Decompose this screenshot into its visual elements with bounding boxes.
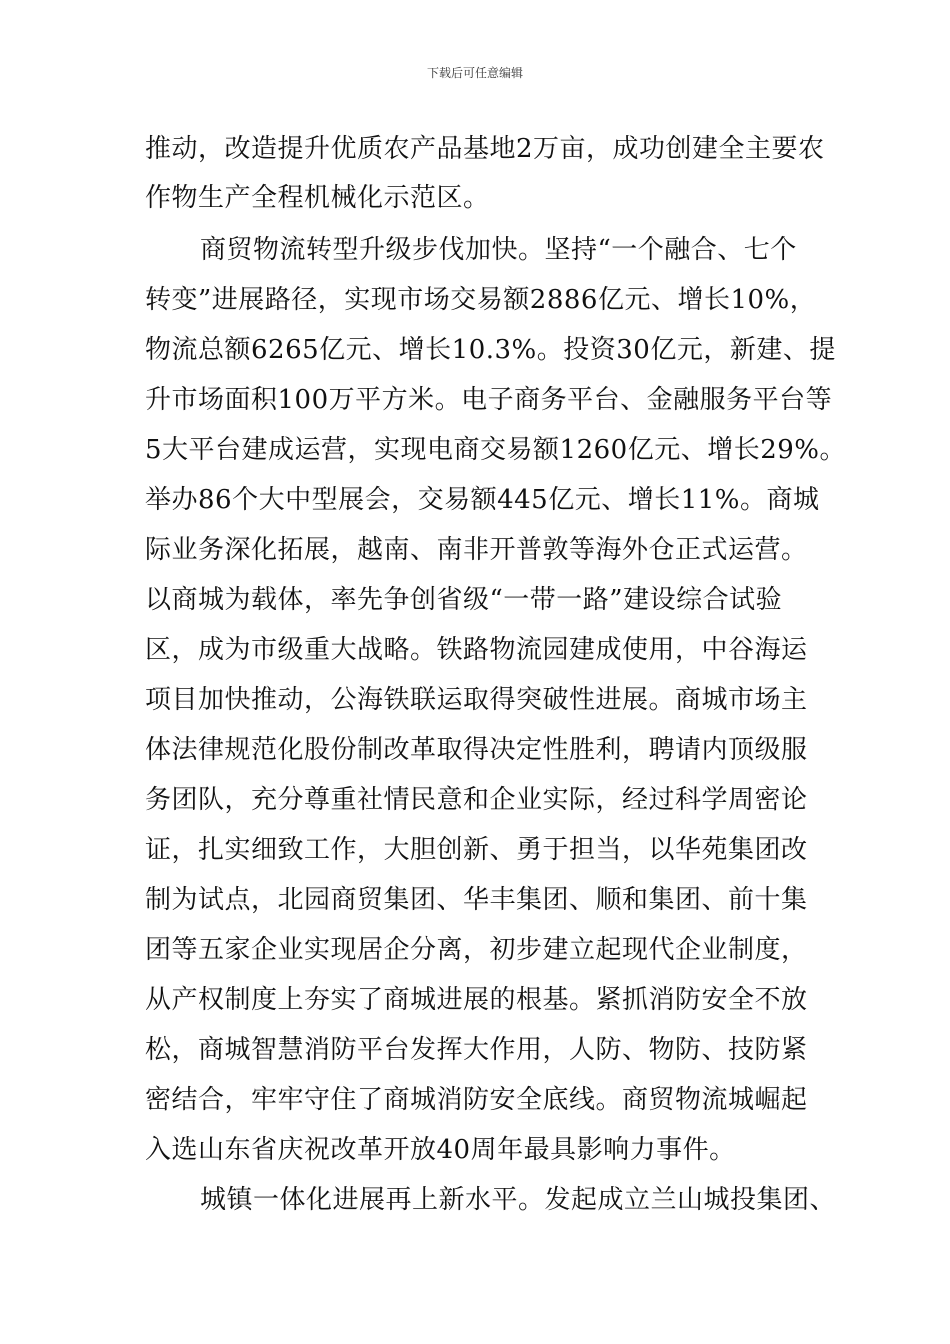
text-line: 5大平台建成运营，实现电商交易额1260亿元、增长29%。 <box>145 435 846 465</box>
text-line: 物流总额6265亿元、增长10.3%。投资30亿元，新建、提 <box>145 335 836 365</box>
text-line: 以商城为载体，率先争创省级“一带一路”建设综合试验 <box>145 585 783 615</box>
text-line: 举办86个大中型展会，交易额445亿元、增长11%。商城 <box>145 485 820 515</box>
paragraph-first-line: 城镇一体化进展再上新水平。发起成立兰山城投集团、 <box>200 1185 837 1215</box>
text-line: 作物生产全程机械化示范区。 <box>145 183 490 213</box>
text-line: 区，成为市级重大战略。铁路物流园建成使用，中谷海运 <box>145 635 808 665</box>
page-header: 下载后可任意编辑 <box>426 66 523 80</box>
text-line: 项目加快推动，公海铁联运取得突破性进展。商城市场主 <box>145 685 808 715</box>
text-line: 体法律规范化股份制改革取得决定性胜利，聘请内顶级服 <box>145 735 808 765</box>
text-line: 证，扎实细致工作，大胆创新、勇于担当，以华苑集团改 <box>145 835 808 865</box>
text-line: 入选山东省庆祝改革开放40周年最具影响力事件。 <box>145 1135 736 1165</box>
text-line: 团等五家企业实现居企分离，初步建立起现代企业制度， <box>145 935 808 965</box>
text-line: 升市场面积100万平方米。电子商务平台、金融服务平台等 <box>145 385 833 415</box>
text-line: 制为试点，北园商贸集团、华丰集团、顺和集团、前十集 <box>145 885 808 915</box>
text-line: 转变”进展路径，实现市场交易额2886亿元、增长10%， <box>145 285 817 315</box>
text-line: 务团队，充分尊重社情民意和企业实际，经过科学周密论 <box>145 785 808 815</box>
text-line: 密结合，牢牢守住了商城消防安全底线。商贸物流城崛起 <box>145 1085 808 1115</box>
text-line: 推动，改造提升优质农产品基地2万亩，成功创建全主要农 <box>145 134 825 164</box>
text-line: 松，商城智慧消防平台发挥大作用，人防、物防、技防紧 <box>145 1035 808 1065</box>
text-line: 际业务深化拓展，越南、南非开普敦等海外仓正式运营。 <box>145 535 808 565</box>
text-line: 从产权制度上夯实了商城进展的根基。紧抓消防安全不放 <box>145 985 808 1015</box>
paragraph-first-line: 商贸物流转型升级步伐加快。坚持“一个融合、七个 <box>200 235 797 265</box>
